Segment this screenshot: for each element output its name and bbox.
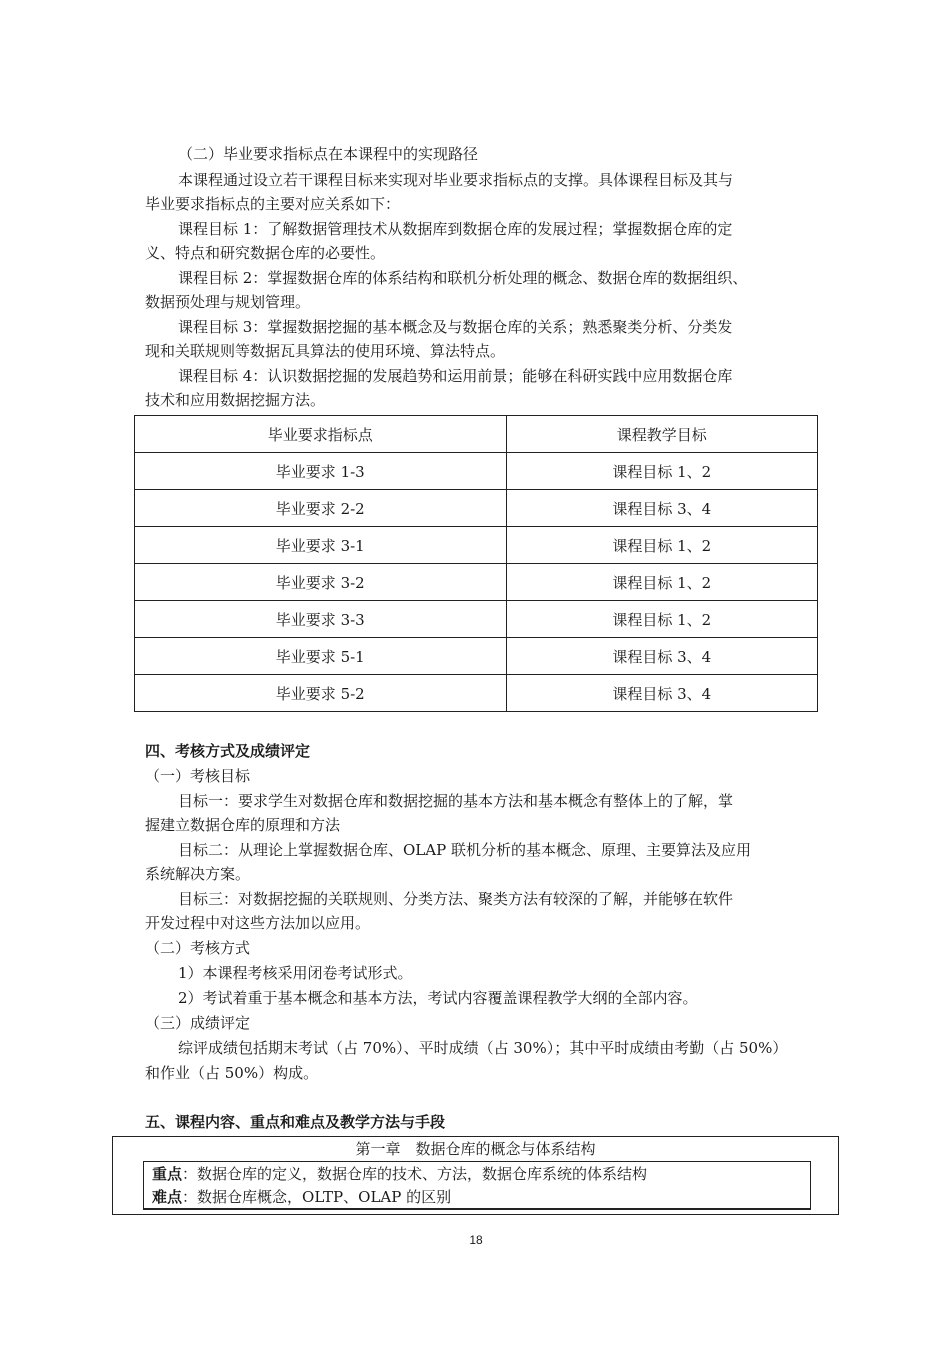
objective2-line-1: 目标二：从理论上掌握数据仓库、OLAP 联机分析的基本概念、原理、主要算法及应用: [178, 841, 751, 859]
objective3-line-2: 开发过程中对这些方法加以应用。: [145, 914, 371, 932]
section-subheading-path: （二）毕业要求指标点在本课程中的实现路径: [178, 145, 479, 163]
table-cell: 课程目标 3、4: [506, 490, 817, 527]
key-points-text: ：数据仓库的定义，数据仓库的技术、方法，数据仓库系统的体系结构: [182, 1165, 648, 1183]
intro-line-2: 毕业要求指标点的主要对应关系如下：: [145, 195, 401, 213]
goal2-line-1: 课程目标 2：掌握数据仓库的体系结构和联机分析处理的概念、数据仓库的数据组织、: [178, 269, 748, 287]
chapter-box: [112, 1136, 839, 1215]
objective3-line-1: 目标三：对数据挖掘的关联规则、分类方法、聚类方法有较深的了解，并能够在软件: [178, 890, 734, 908]
table-row: [135, 527, 818, 564]
table-cell: 毕业要求 5-2: [135, 675, 507, 712]
table-cell: 毕业要求 1-3: [135, 453, 507, 490]
goal1-line-1: 课程目标 1：了解数据管理技术从数据库到数据仓库的发展过程；掌握数据仓库的定: [178, 220, 733, 238]
table-cell: 毕业要求 5-1: [135, 638, 507, 675]
table-row: [135, 601, 818, 638]
goal4-line-1: 课程目标 4：认识数据挖掘的发展趋势和运用前景；能够在科研实践中应用数据仓库: [178, 367, 733, 385]
difficulty-row: [152, 1186, 451, 1208]
key-points-row: [152, 1163, 647, 1185]
goal1-line-2: 义、特点和研究数据仓库的必要性。: [145, 244, 386, 262]
chapter-keypoints-box: [143, 1161, 811, 1210]
assessment-objectives-subheading: （一）考核目标: [145, 767, 251, 785]
table-cell: 课程目标 3、4: [506, 675, 817, 712]
objective1-line-1: 目标一：要求学生对数据仓库和数据挖掘的基本方法和基本概念有整体上的了解，掌: [178, 792, 734, 810]
section-four-heading: 四、考核方式及成绩评定: [145, 742, 311, 760]
method-item-2: 2）考试着重于基本概念和基本方法，考试内容覆盖课程教学大纲的全部内容。: [178, 989, 698, 1007]
table-cell: 课程目标 1、2: [506, 564, 817, 601]
method-item-1: 1）本课程考核采用闭卷考试形式。: [178, 964, 413, 982]
grading-line-2: 和作业（占 50%）构成。: [145, 1064, 319, 1082]
table-cell: 毕业要求 3-2: [135, 564, 507, 601]
table-cell: 毕业要求 3-3: [135, 601, 507, 638]
table-row: [135, 675, 818, 712]
objective2-line-2: 系统解决方案。: [145, 865, 251, 883]
table-cell: 课程目标 3、4: [506, 638, 817, 675]
table-cell: 课程目标 1、2: [506, 453, 817, 490]
table-row: [135, 490, 818, 527]
grading-line-1: 综评成绩包括期末考试（占 70%）、平时成绩（占 30%）；其中平时成绩由考勤（占 50%）: [178, 1039, 788, 1057]
table-header-row: [135, 416, 818, 453]
requirements-mapping-table: [134, 415, 818, 712]
table-cell: 毕业要求 3-1: [135, 527, 507, 564]
table-cell: 课程目标 1、2: [506, 527, 817, 564]
table-cell: 毕业要求 2-2: [135, 490, 507, 527]
table-row: [135, 564, 818, 601]
goal2-line-2: 数据预处理与规划管理。: [145, 293, 311, 311]
goal3-line-2: 现和关联规则等数据瓦具算法的使用环境、算法特点。: [145, 342, 506, 360]
chapter-title: 第一章 数据仓库的概念与体系结构: [355, 1140, 596, 1158]
table-cell: 课程目标 1、2: [506, 601, 817, 638]
table-row: [135, 638, 818, 675]
difficulty-text: ：数据仓库概念，OLTP、OLAP 的区别: [182, 1188, 452, 1206]
table-header-cell: 课程教学目标: [506, 416, 817, 453]
intro-line-1: 本课程通过设立若干课程目标来实现对毕业要求指标点的支撑。具体课程目标及其与: [178, 171, 734, 189]
difficulty-label: 难点: [152, 1188, 183, 1206]
objective1-line-2: 握建立数据仓库的原理和方法: [145, 816, 341, 834]
table-row: [135, 453, 818, 490]
page-number: 18: [469, 1233, 483, 1247]
goal3-line-1: 课程目标 3：掌握数据挖掘的基本概念及与数据仓库的关系；熟悉聚类分析、分类发: [178, 318, 733, 336]
grading-subheading: （三）成绩评定: [145, 1014, 251, 1032]
goal4-line-2: 技术和应用数据挖掘方法。: [145, 391, 326, 409]
table-header-cell: 毕业要求指标点: [135, 416, 507, 453]
assessment-method-subheading: （二）考核方式: [145, 939, 251, 957]
section-five-heading: 五、课程内容、重点和难点及教学方法与手段: [145, 1113, 446, 1131]
key-points-label: 重点: [152, 1165, 183, 1183]
